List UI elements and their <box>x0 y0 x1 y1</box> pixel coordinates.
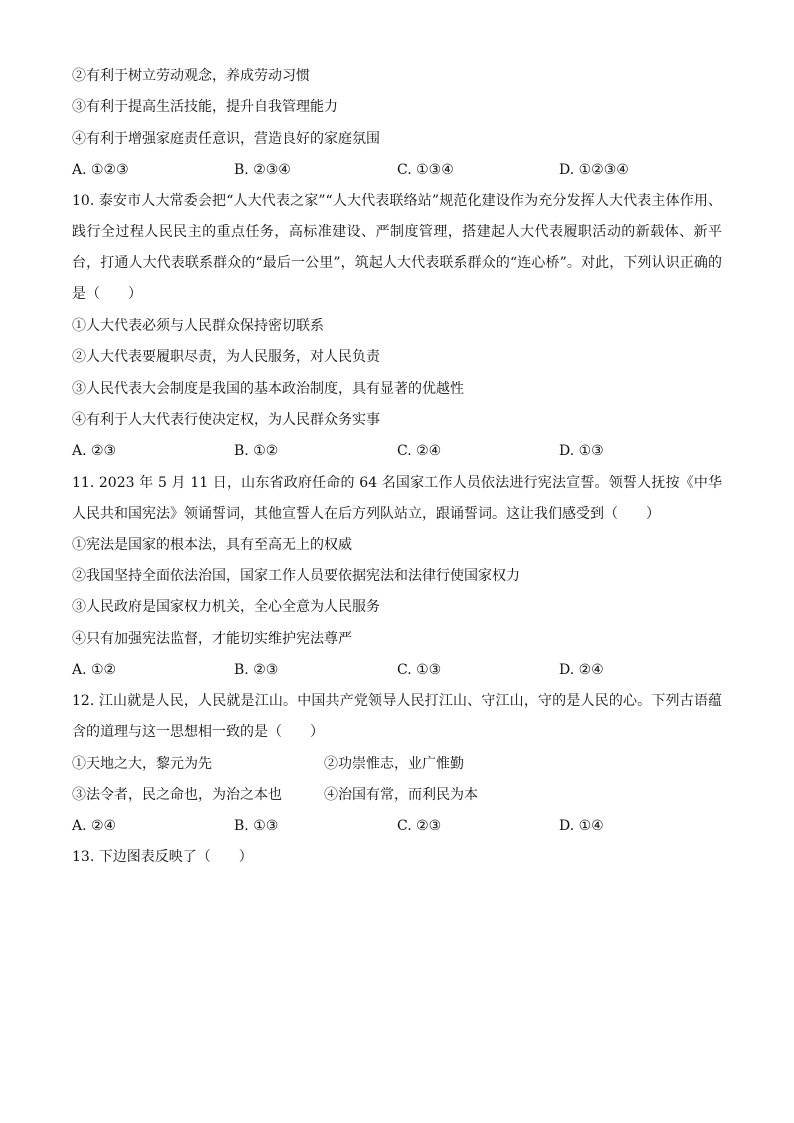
q12-options <box>72 816 732 836</box>
q10-item-1: ①人大代表必须与人民群众保持密切联系 <box>72 318 324 334</box>
q11-option-c: C. ①③ <box>397 662 442 678</box>
q12-item-3: ③法令者，民之命也，为治之本也 <box>72 787 282 803</box>
q11-item-2: ②我国坚持全面依法治国，国家工作人员要依据宪法和法律行使国家权力 <box>72 568 520 584</box>
q12-items-row-2 <box>72 785 732 805</box>
q10-item-4: ④有利于人大代表行使决定权，为人民群众务实事 <box>72 412 380 428</box>
q12-item-1: ①天地之大，黎元为先 <box>72 756 212 772</box>
q9-option-a: A. ①②③ <box>72 162 129 178</box>
q9-options <box>72 160 732 180</box>
q11-option-a: A. ①② <box>72 662 117 678</box>
q12-option-b: B. ①③ <box>234 818 279 834</box>
q11-stem: 11. 2023 年 5 月 11 日，山东省政府任命的 64 名国家工作人员依法进行宪法宣誓。领誓人抚按《中华人民共和国宪法》领诵誓词，其他宣誓人在后方列队站立，跟诵誓词。这让我们感受到（ ） <box>72 475 722 522</box>
q10-item-3: ③人民代表大会制度是我国的基本政治制度，具有显著的优越性 <box>72 381 464 397</box>
q12-option-a: A. ②④ <box>72 818 117 834</box>
q10-option-c: C. ②④ <box>397 443 442 459</box>
q12-item-2: ②功崇惟志，业广惟勤 <box>324 756 464 772</box>
q10-option-b: B. ①② <box>234 443 279 459</box>
q12-items-row-1 <box>72 754 732 774</box>
q10-options <box>72 441 732 461</box>
q12-option-c: C. ②③ <box>397 818 442 834</box>
q10-item-2: ②人大代表要履职尽责，为人民服务，对人民负责 <box>72 349 380 365</box>
q10-option-d: D. ①③ <box>559 443 604 459</box>
q11-item-4: ④只有加强宪法监督，才能切实维护宪法尊严 <box>72 631 352 647</box>
q9-item-3: ③有利于提高生活技能，提升自我管理能力 <box>72 99 338 115</box>
q9-option-b: B. ②③④ <box>234 162 291 178</box>
q10-stem: 10. 泰安市人大常委会把“人大代表之家”“人大代表联络站”规范化建设作为充分发挥人大代表主体作用、践行全过程人民民主的重点任务，高标准建设、严制度管理，搭建起人大代表履职活动的新载体、新平台，打通人大代表联系群众的“最后一公里”，筑起人大代表联系群众的“连心桥”。对此，下列认识正确的是（ ） <box>72 193 722 302</box>
q11-item-1: ①宪法是国家的根本法，具有至高无上的权威 <box>72 537 352 553</box>
q12-stem: 12. 江山就是人民，人民就是江山。中国共产党领导人民打江山、守江山，守的是人民的心。下列古语蕴含的道理与这一思想相一致的是（ ） <box>72 693 722 740</box>
q13-stem: 13. 下边图表反映了（ ） <box>72 849 253 865</box>
q9-item-2: ②有利于树立劳动观念，养成劳动习惯 <box>72 68 310 84</box>
q10-option-a: A. ②③ <box>72 443 117 459</box>
q9-option-d: D. ①②③④ <box>559 162 629 178</box>
q9-item-4: ④有利于增强家庭责任意识，营造良好的家庭氛围 <box>72 131 380 147</box>
q9-option-c: C. ①③④ <box>397 162 454 178</box>
q12-option-d: D. ①④ <box>559 818 604 834</box>
q11-item-3: ③人民政府是国家权力机关，全心全意为人民服务 <box>72 599 380 615</box>
q11-option-b: B. ②③ <box>234 662 279 678</box>
q11-options <box>72 660 732 680</box>
q12-item-4: ④治国有常，而利民为本 <box>324 787 478 803</box>
q11-option-d: D. ②④ <box>559 662 604 678</box>
